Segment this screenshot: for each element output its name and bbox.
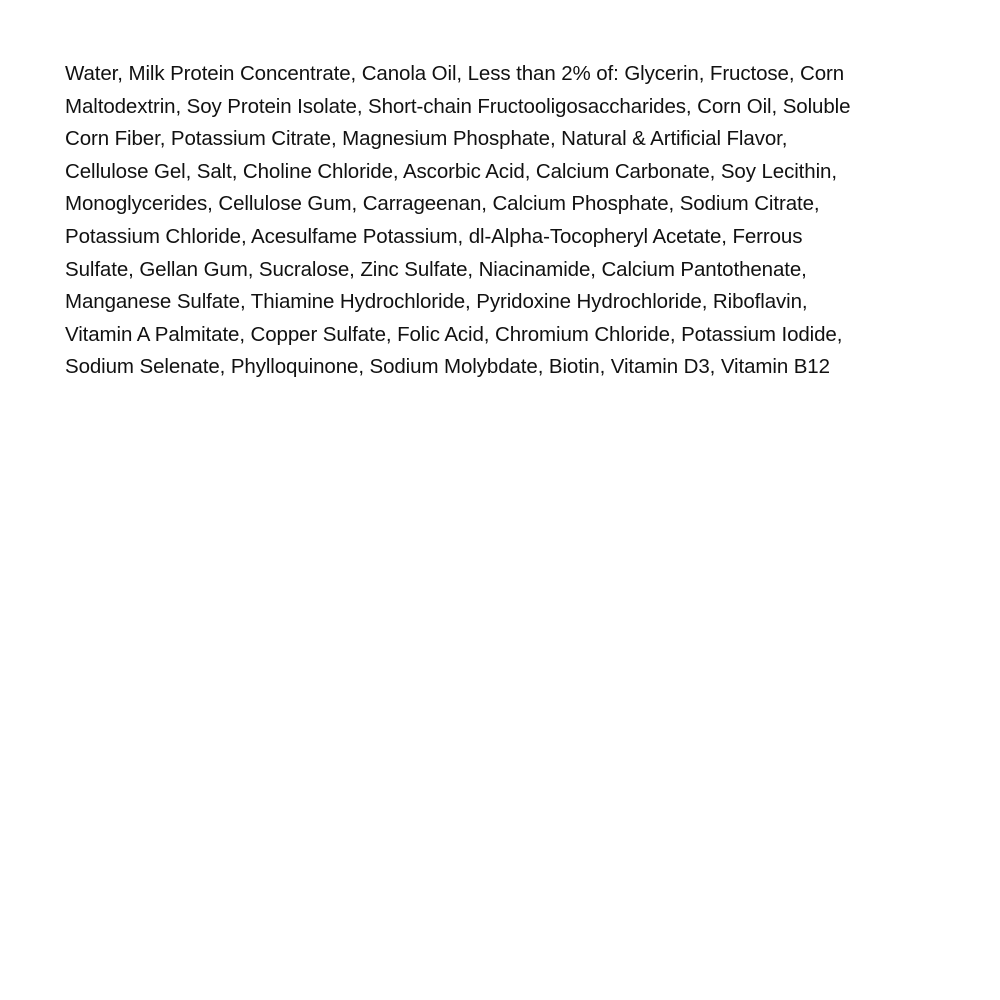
ingredients-line: Potassium Chloride, Acesulfame Potassium, dl-Alpha-Tocopheryl Acetate, Ferrous — [65, 224, 803, 248]
ingredients-paragraph — [65, 58, 965, 384]
ingredients-line: Sulfate, Gellan Gum, Sucralose, Zinc Sulfate, Niacinamide, Calcium Pantothenate, — [65, 257, 807, 281]
ingredients-line: Cellulose Gel, Salt, Choline Chloride, Ascorbic Acid, Calcium Carbonate, Soy Lecithin, — [65, 159, 837, 183]
ingredients-line: Manganese Sulfate, Thiamine Hydrochloride, Pyridoxine Hydrochloride, Riboflavin, — [65, 290, 808, 314]
ingredients-line: Monoglycerides, Cellulose Gum, Carrageenan, Calcium Phosphate, Sodium Citrate, — [65, 192, 820, 216]
ingredients-line: Vitamin A Palmitate, Copper Sulfate, Folic Acid, Chromium Chloride, Potassium Iodide, — [65, 322, 843, 346]
ingredients-line: Maltodextrin, Soy Protein Isolate, Short-chain Fructooligosaccharides, Corn Oil, Soluble — [65, 94, 851, 118]
ingredients-line: Water, Milk Protein Concentrate, Canola Oil, Less than 2% of: Glycerin, Fructose, Corn — [65, 62, 845, 85]
ingredients-line: Sodium Selenate, Phylloquinone, Sodium Molybdate, Biotin, Vitamin D3, Vitamin B12 — [65, 355, 830, 379]
ingredients-line: Corn Fiber, Potassium Citrate, Magnesium Phosphate, Natural & Artificial Flavor, — [65, 127, 788, 151]
